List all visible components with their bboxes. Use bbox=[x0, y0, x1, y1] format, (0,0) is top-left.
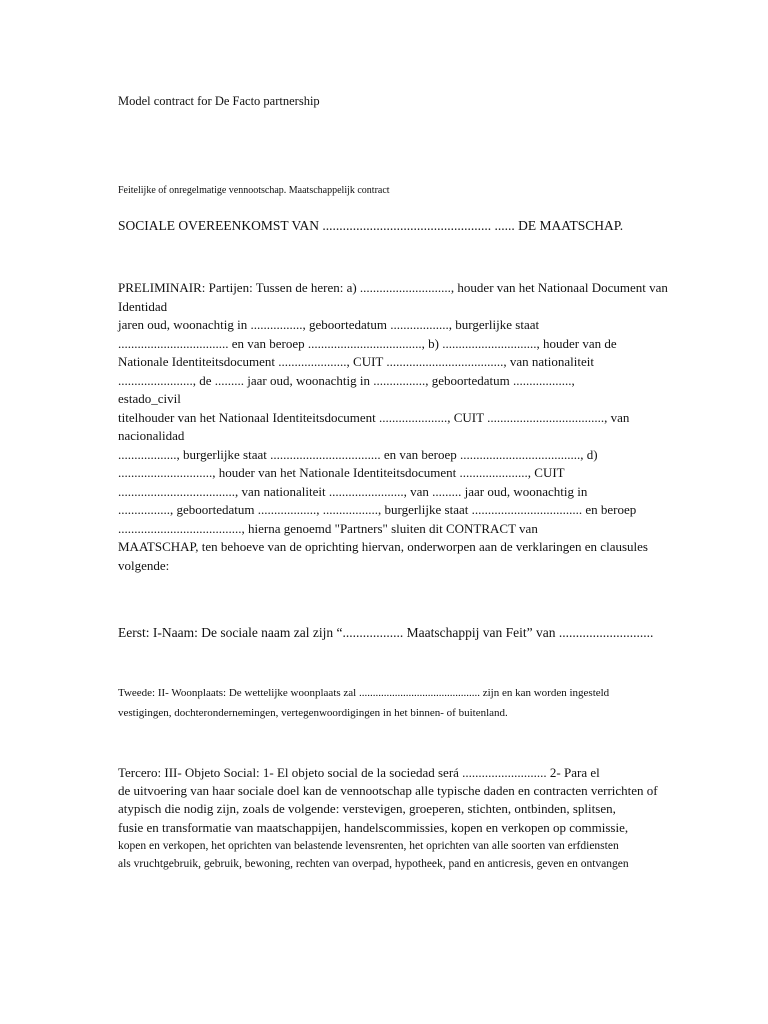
paragraph-line: Eerst: I-Naam: De sociale naam zal zijn “.................. Maatschappij van Feit” van ............................ bbox=[118, 625, 654, 640]
paragraph-line: titelhouder van het Nationaal Identiteitsdocument ....................., CUIT ...................................., van bbox=[118, 409, 630, 425]
paragraph-line: de uitvoering van haar sociale doel kan de vennootschap alle typische daden en contracten verrichten of bbox=[118, 783, 658, 799]
paragraph-line: ......................................, hierna genoemd "Partners" sluiten dit CONTRACT van bbox=[118, 520, 538, 536]
paragraph-line: Nationale Identiteitsdocument ....................., CUIT ...................................., van nationaliteit bbox=[118, 354, 594, 369]
document-subtitle: Feitelijke of onregelmatige vennootschap. Maatschappelijk contract bbox=[118, 185, 390, 196]
paragraph-line: MAATSCHAP, ten behoeve van de oprichting hiervan, onderworpen aan de verklaringen en clausules bbox=[118, 539, 648, 554]
paragraph-line: ............................., houder van het Nationale Identiteitsdocument ....................., CUIT bbox=[118, 465, 565, 480]
paragraph-line: Tercero: III- Objeto Social: 1- El objeto social de la sociedad será .......................... 2- Para el bbox=[118, 765, 600, 780]
paragraph-line: als vruchtgebruik, gebruik, bewoning, rechten van overpad, hypotheek, pand en anticresis, geven en ontvangen bbox=[118, 858, 629, 871]
eerst-clause bbox=[118, 624, 718, 642]
paragraph-line: atypisch die nodig zijn, zoals de volgende: verstevigen, groeperen, stichten, ontbinden, splitsen, bbox=[118, 801, 616, 817]
paragraph-line: jaren oud, woonachtig in ................, geboortedatum .................., burgerlijke staat bbox=[118, 317, 540, 332]
tercero-clause bbox=[118, 764, 718, 873]
paragraph-line: estado_civil bbox=[118, 391, 181, 406]
paragraph-line: ................, geboortedatum .................., ................., burgerlijke staat .................................. en beroep bbox=[118, 502, 637, 517]
paragraph-line: nacionalidad bbox=[118, 428, 185, 443]
tweede-clause bbox=[118, 684, 718, 723]
paragraph-line: fusie en transformatie van maatschappijen, handelscommissies, kopen en verkopen op commissie, bbox=[118, 819, 629, 835]
paragraph-line: kopen en verkopen, het oprichten van belastende levensrenten, het oprichten van alle soorten van erfdiensten bbox=[118, 839, 619, 852]
paragraph-line: Tweede: II- Woonplaats: De wettelijke woonplaats zal ............................................ zijn en kan worden ingesteld bbox=[118, 687, 610, 699]
document-heading: SOCIALE OVEREENKOMST VAN .................................................. ...... DE MAATSCHAP. bbox=[118, 218, 624, 233]
preliminair-paragraph bbox=[118, 279, 718, 575]
paragraph-line: PRELIMINAIR: Partijen: Tussen de heren: a) ............................, houder van het Nationaal Document van bbox=[118, 280, 668, 295]
paragraph-line: ...................................., van nationaliteit ......................., van ......... jaar oud, woonachtig in bbox=[118, 483, 588, 499]
paragraph-line: vestigingen, dochterondernemingen, vertegenwoordigingen in het binnen- of buitenland. bbox=[118, 706, 508, 719]
paragraph-line: .................................. en van beroep ..................................., b) ............................., houder van de bbox=[118, 335, 617, 351]
paragraph-line: .................., burgerlijke staat .................................. en van beroep ....................................., d) bbox=[118, 446, 598, 462]
paragraph-line: volgende: bbox=[118, 557, 170, 573]
paragraph-line: Identidad bbox=[118, 298, 168, 314]
document-title: Model contract for De Facto partnership bbox=[118, 94, 320, 108]
paragraph-line: ......................., de ......... jaar oud, woonachtig in ................, geboortedatum .................., bbox=[118, 372, 575, 388]
